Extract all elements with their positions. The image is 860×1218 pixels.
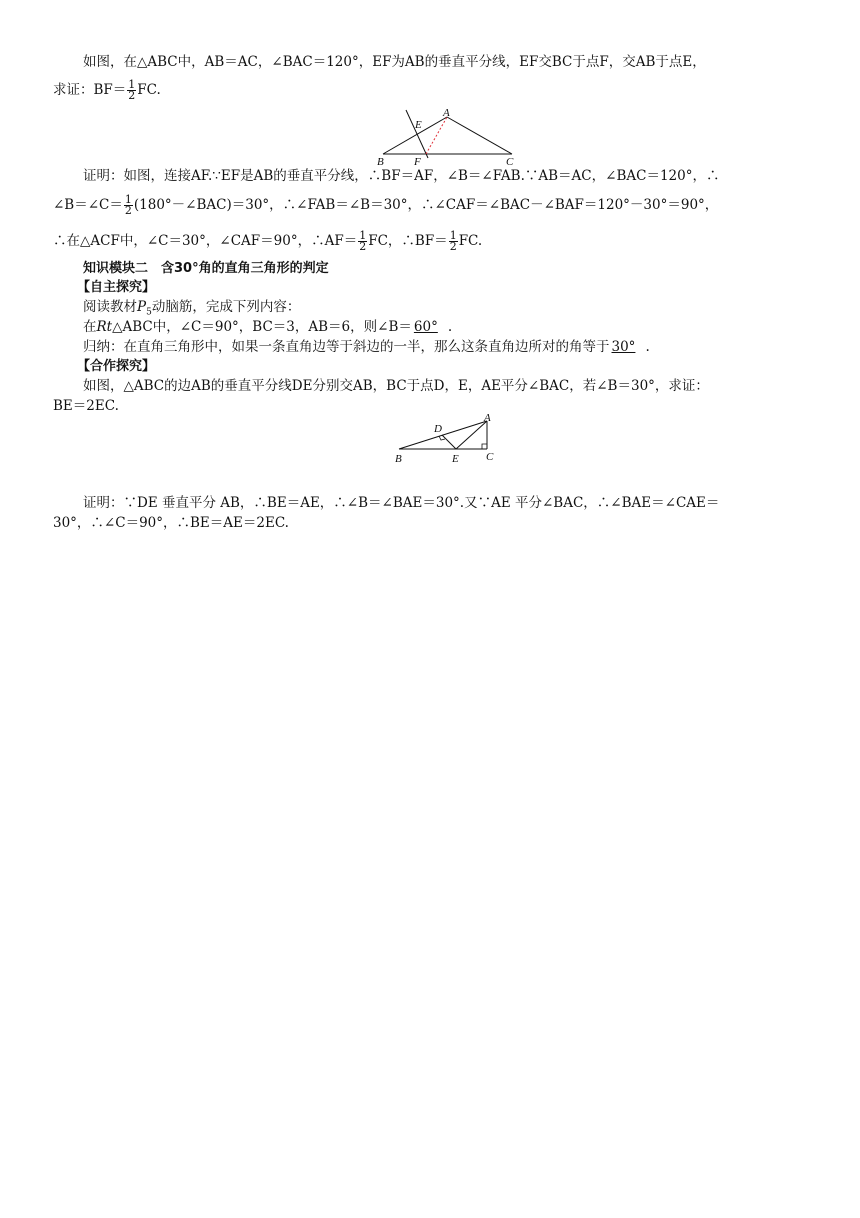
proof1-text-2b: (180°－∠BAC)＝30°，∴∠FAB＝∠B＝30°，∴∠CAF＝∠BAC－∠BAF＝120°－30°＝90°， xyxy=(133,197,719,213)
reading-text-post: 动脑筋，完成下列内容： xyxy=(151,299,301,315)
label-b: B xyxy=(395,453,402,465)
proof1-text-2a: ∠B＝∠C＝ xyxy=(53,197,123,213)
problem1-claim-suffix: FC. xyxy=(137,82,161,98)
coop-problem-line1: 如图，△ABC的边AB的垂直平分线DE分别交AB，BC于点D，E，AE平分∠BAC，若∠B＝30°，求证： xyxy=(83,378,709,394)
page-ref-sub: 5 xyxy=(146,307,152,318)
proof1-line1 xyxy=(53,167,845,185)
segment-de xyxy=(442,435,456,449)
problem1-statement-line2 xyxy=(53,80,815,101)
self-explore-heading: 【自主探究】 xyxy=(77,280,156,295)
fraction-one-half: $\frac{1}{2}$ xyxy=(449,229,457,253)
problem1-statement-line1 xyxy=(53,53,845,71)
answer-blank-30-degrees: 30° xyxy=(611,339,636,355)
figure1-triangle-diagram xyxy=(374,106,520,168)
page-ref: P xyxy=(137,299,147,315)
label-e: E xyxy=(452,453,459,465)
label-d: D xyxy=(434,423,442,435)
label-e: E xyxy=(415,119,422,131)
label-a: A xyxy=(484,412,491,424)
summary-line xyxy=(53,338,845,356)
coop-problem-line2: BE＝2EC. xyxy=(53,398,119,414)
label-c: C xyxy=(506,156,514,168)
label-a: A xyxy=(443,107,450,119)
question-line xyxy=(53,318,845,336)
proof1-line3 xyxy=(53,231,815,252)
right-angle-mark-c xyxy=(482,444,487,449)
reading-text: 阅读教材 xyxy=(83,299,137,315)
perpendicular-bisector-ef xyxy=(406,110,428,158)
proof2-line1: 证明：∵DE 垂直平分 AB，∴BE＝AE，∴∠B＝∠BAE＝30°.又∵AE 平分∠BAC，∴∠BAE＝∠CAE＝ xyxy=(83,495,720,511)
label-c: C xyxy=(486,451,494,463)
proof2-line2: 30°，∴∠C＝90°，∴BE＝AE＝2EC. xyxy=(53,515,289,531)
answer-blank-angle-b: 60° xyxy=(413,319,438,335)
label-b: B xyxy=(377,156,384,168)
question-prefix: 在 xyxy=(83,319,97,335)
question-period: . xyxy=(447,319,453,335)
proof1-text-3c: FC. xyxy=(458,233,483,249)
proof1-text-1: 证明：如图，连接AF.∵EF是AB的垂直平分线，∴BF＝AF，∠B＝∠FAB.∵AB＝AC，∠BAC＝120°，∴ xyxy=(83,168,720,184)
proof1-text-3a: ∴在△ACF中，∠C＝30°，∠CAF＝90°，∴AF＝ xyxy=(53,233,358,249)
fraction-one-half: $\frac{1}{2}$ xyxy=(359,229,367,253)
rt-symbol: Rt xyxy=(96,319,113,335)
figure2-right-triangle-diagram xyxy=(390,412,500,472)
module2-heading: 知识模块二 含30°角的直角三角形的判定 xyxy=(83,261,329,276)
proof1-line2 xyxy=(53,195,815,216)
proof1-text-3b: FC，∴BF＝ xyxy=(368,233,448,249)
summary-period: . xyxy=(645,339,650,355)
problem1-text: 如图，在△ABC中，AB＝AC，∠BAC＝120°，EF为AB的垂直平分线，EF交BC于点F，交AB于点E， xyxy=(83,54,706,70)
problem1-claim-prefix: 求证：BF＝ xyxy=(53,82,127,98)
summary-text: 归纳：在直角三角形中，如果一条直角边等于斜边的一半，那么这条直角边所对的角等于 xyxy=(83,339,610,355)
question-text: △ABC中，∠C＝90°，BC＝3，AB＝6，则∠B＝ xyxy=(112,319,412,335)
segment-ab xyxy=(399,421,487,449)
fraction-one-half: $\frac{1}{2}$ xyxy=(124,193,132,217)
coop-explore-heading: 【合作探究】 xyxy=(77,359,156,374)
segment-ac xyxy=(447,117,512,154)
label-f: F xyxy=(414,156,421,168)
fraction-one-half: $\frac{1}{2}$ xyxy=(128,78,136,102)
